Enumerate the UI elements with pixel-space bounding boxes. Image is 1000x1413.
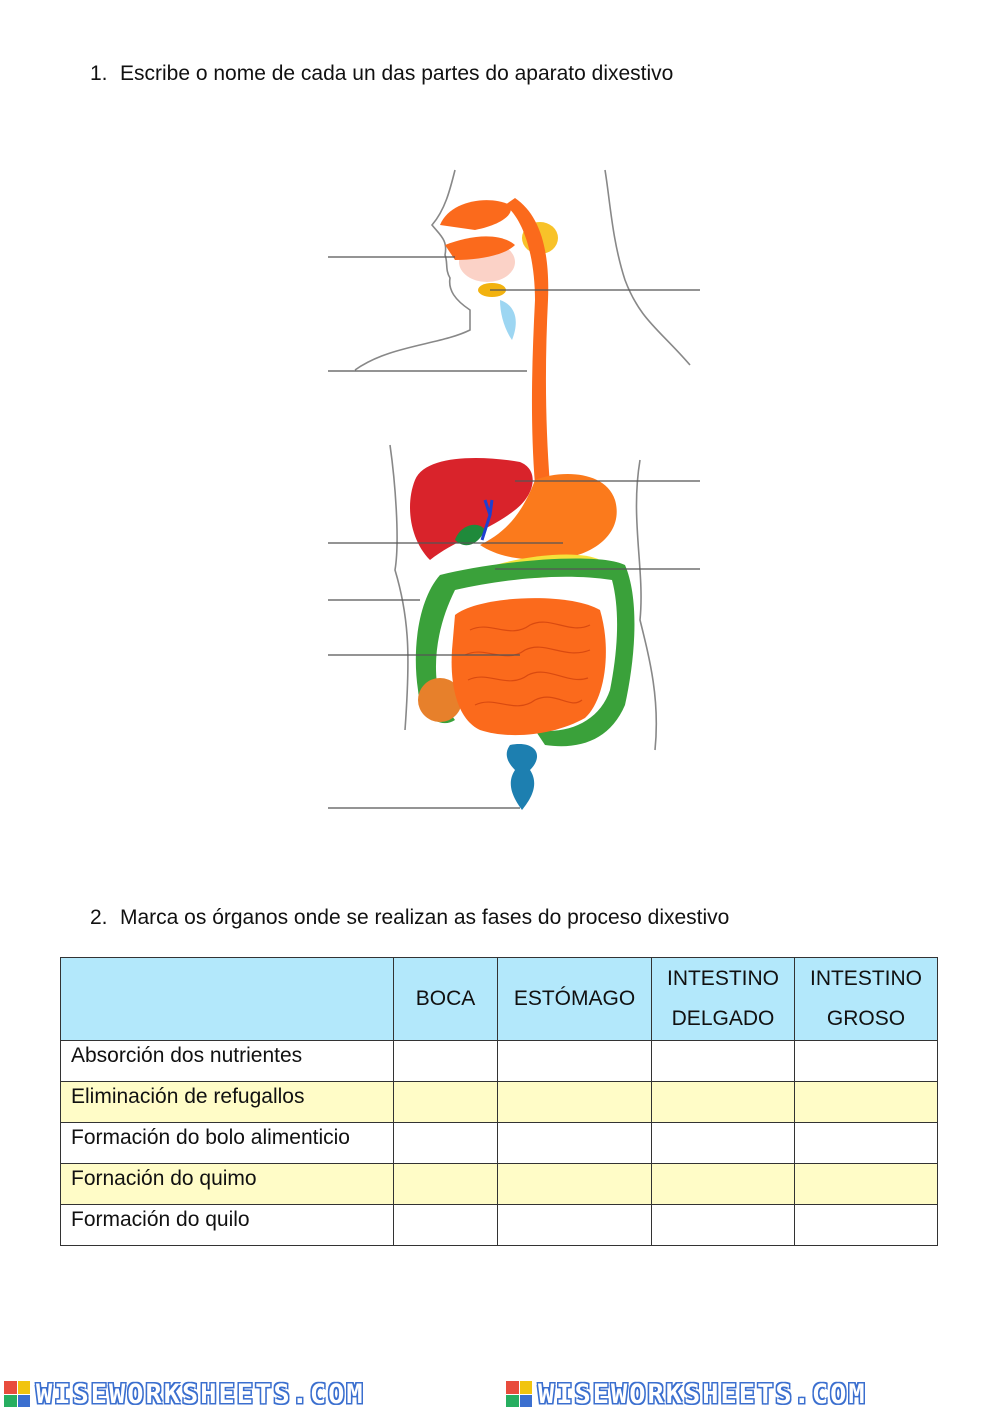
check-cell[interactable] <box>498 1041 652 1082</box>
check-cell[interactable] <box>795 1082 938 1123</box>
question-1-number: 1. <box>90 62 108 85</box>
digestive-system-diagram <box>320 160 720 820</box>
table-row <box>61 1041 938 1082</box>
check-cell[interactable] <box>652 1205 795 1246</box>
table-header-intestino-groso: INTESTINO GROSO <box>795 958 938 1041</box>
check-cell[interactable] <box>652 1164 795 1205</box>
question-1 <box>90 62 673 86</box>
table-header-boca: BOCA <box>394 958 498 1041</box>
table-header-empty <box>61 958 394 1041</box>
check-cell[interactable] <box>394 1205 498 1246</box>
check-cell[interactable] <box>795 1123 938 1164</box>
row-label: Formación do bolo alimenticio <box>61 1123 394 1164</box>
check-cell[interactable] <box>498 1164 652 1205</box>
row-label: Formación do quilo <box>61 1205 394 1246</box>
footer-watermark <box>0 1375 1000 1413</box>
check-cell[interactable] <box>394 1123 498 1164</box>
table-header-intestino-delgado: INTESTINO DELGADO <box>652 958 795 1041</box>
row-label: Absorción dos nutrientes <box>61 1041 394 1082</box>
wiseworksheets-logo-icon <box>4 1381 30 1407</box>
question-2 <box>90 906 729 930</box>
row-label: Fornación do quimo <box>61 1164 394 1205</box>
check-cell[interactable] <box>394 1164 498 1205</box>
question-1-text: Escribe o nome de cada un das partes do aparato dixestivo <box>120 62 674 85</box>
check-cell[interactable] <box>652 1123 795 1164</box>
wiseworksheets-logo-icon <box>506 1381 532 1407</box>
question-2-text: Marca os órganos onde se realizan as fases do proceso dixestivo <box>120 906 730 929</box>
check-cell[interactable] <box>498 1205 652 1246</box>
watermark-text: WISEWORKSHEETS.COM <box>538 1379 867 1410</box>
table-row <box>61 1205 938 1246</box>
digestive-phases-table <box>60 957 938 1246</box>
check-cell[interactable] <box>795 1205 938 1246</box>
check-cell[interactable] <box>652 1041 795 1082</box>
check-cell[interactable] <box>498 1123 652 1164</box>
watermark-text: WISEWORKSHEETS.COM <box>36 1379 365 1410</box>
table-row <box>61 1164 938 1205</box>
table-row <box>61 1082 938 1123</box>
check-cell[interactable] <box>795 1164 938 1205</box>
table-row <box>61 1123 938 1164</box>
check-cell[interactable] <box>652 1082 795 1123</box>
check-cell[interactable] <box>394 1082 498 1123</box>
check-cell[interactable] <box>394 1041 498 1082</box>
row-label: Eliminación de refugallos <box>61 1082 394 1123</box>
table-header-row <box>61 958 938 1041</box>
check-cell[interactable] <box>795 1041 938 1082</box>
check-cell[interactable] <box>498 1082 652 1123</box>
question-2-number: 2. <box>90 906 108 929</box>
table-header-estomago: ESTÓMAGO <box>498 958 652 1041</box>
